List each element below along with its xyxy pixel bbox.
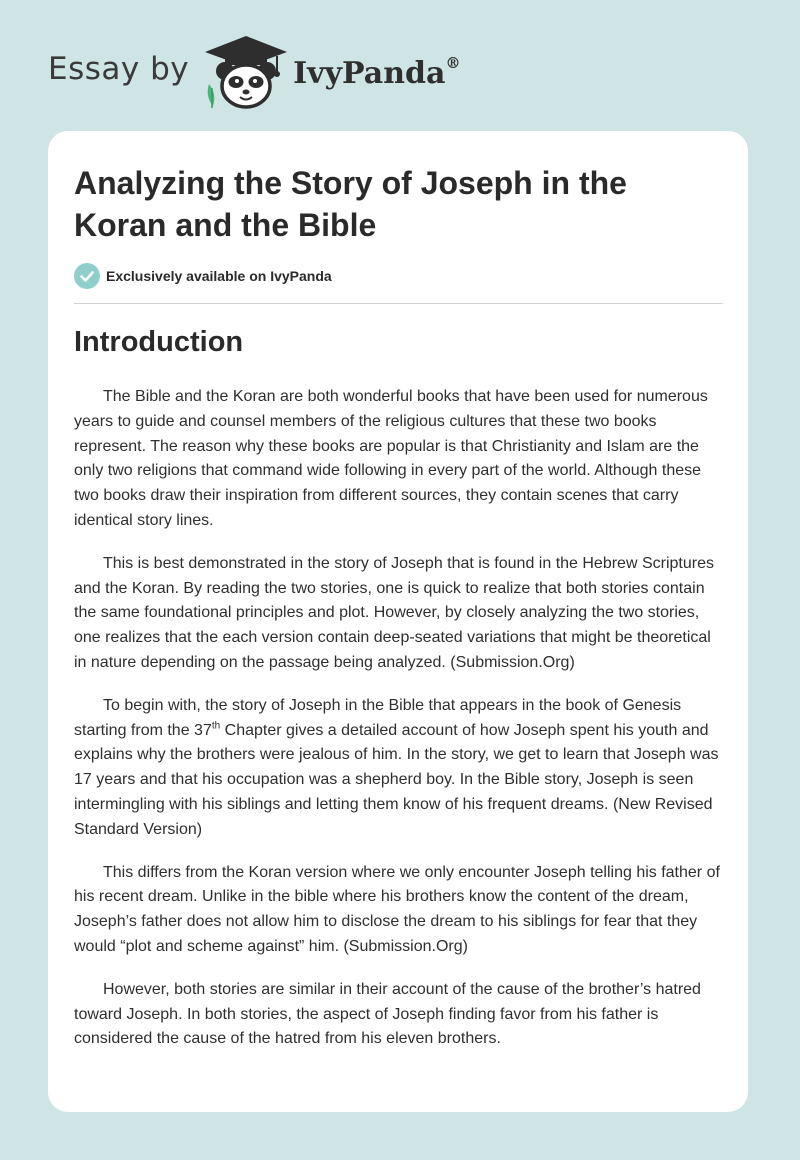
paragraph-3 bbox=[74, 694, 726, 843]
exclusive-badge bbox=[74, 263, 332, 289]
brand-name-text: IvyPanda bbox=[293, 55, 446, 91]
article-card bbox=[48, 131, 748, 1112]
section-heading-introduction: Introduction bbox=[74, 326, 244, 358]
paragraph-2: This is best demonstrated in the story of Joseph that is found in the Hebrew Scriptures and the Koran. By reading the two stories, one is quick to realize that both stories contain the same foundational principles and plot. However, by closely analyzing the two stories, one realizes that the each version contain deep-seated variations that might be theoretical in nature depending on the passage being analyzed. (Submission.Org) bbox=[74, 554, 714, 671]
exclusive-badge-text: Exclusively available on IvyPanda bbox=[106, 268, 332, 284]
panda-graduate-icon[interactable] bbox=[203, 34, 289, 110]
essay-by-label: Essay by bbox=[48, 51, 190, 87]
paragraph-5: However, both stories are similar in their account of the cause of the brother’s hatred toward Joseph. In both stories, the aspect of Joseph finding favor from his father is considered the cause of the hatred from his eleven brothers. bbox=[74, 980, 701, 1048]
paragraph-3-start: To begin with, the story of Joseph in the Bible that appears in the book of Genesis starting from the 37 bbox=[74, 696, 682, 739]
paragraph-4: This differs from the Koran version where we only encounter Joseph telling his father of his recent dream. Unlike in the bible where his brothers know the content of the dream, Joseph’s father does not allow him to disclose the dream to his siblings for fear that they would “plot and scheme against” him. (Submission.Org) bbox=[74, 863, 720, 955]
article-body bbox=[74, 385, 726, 1070]
ordinal-suffix: th bbox=[211, 720, 221, 732]
paragraph-1: The Bible and the Koran are both wonderful books that have been used for numerous years to guide and counsel members of the religious cultures that these two books represent. The reason why these books are popular is that Christianity and Islam are the only two religions that command wide following in every part of the world. Although these two books draw their inspiration from different sources, they contain scenes that carry identical story lines. bbox=[74, 388, 708, 529]
paragraph-3-end: Chapter gives a detailed account of how Joseph spent his youth and explains why the brothers were jealous of him. In the story, we get to learn that Joseph was 17 years and that his occupation was a shepherd boy. In the Bible story, Joseph is seen intermingling with his siblings and letting them know of his frequent dreams. (New Revised Standard Version) bbox=[74, 721, 719, 838]
article-title: Analyzing the Story of Joseph in the Koran and the Bible bbox=[74, 165, 627, 243]
title-divider bbox=[74, 303, 723, 304]
registered-mark: ® bbox=[445, 53, 461, 72]
brand-name[interactable] bbox=[293, 53, 461, 91]
site-header bbox=[48, 34, 460, 110]
check-circle-icon bbox=[74, 263, 100, 289]
